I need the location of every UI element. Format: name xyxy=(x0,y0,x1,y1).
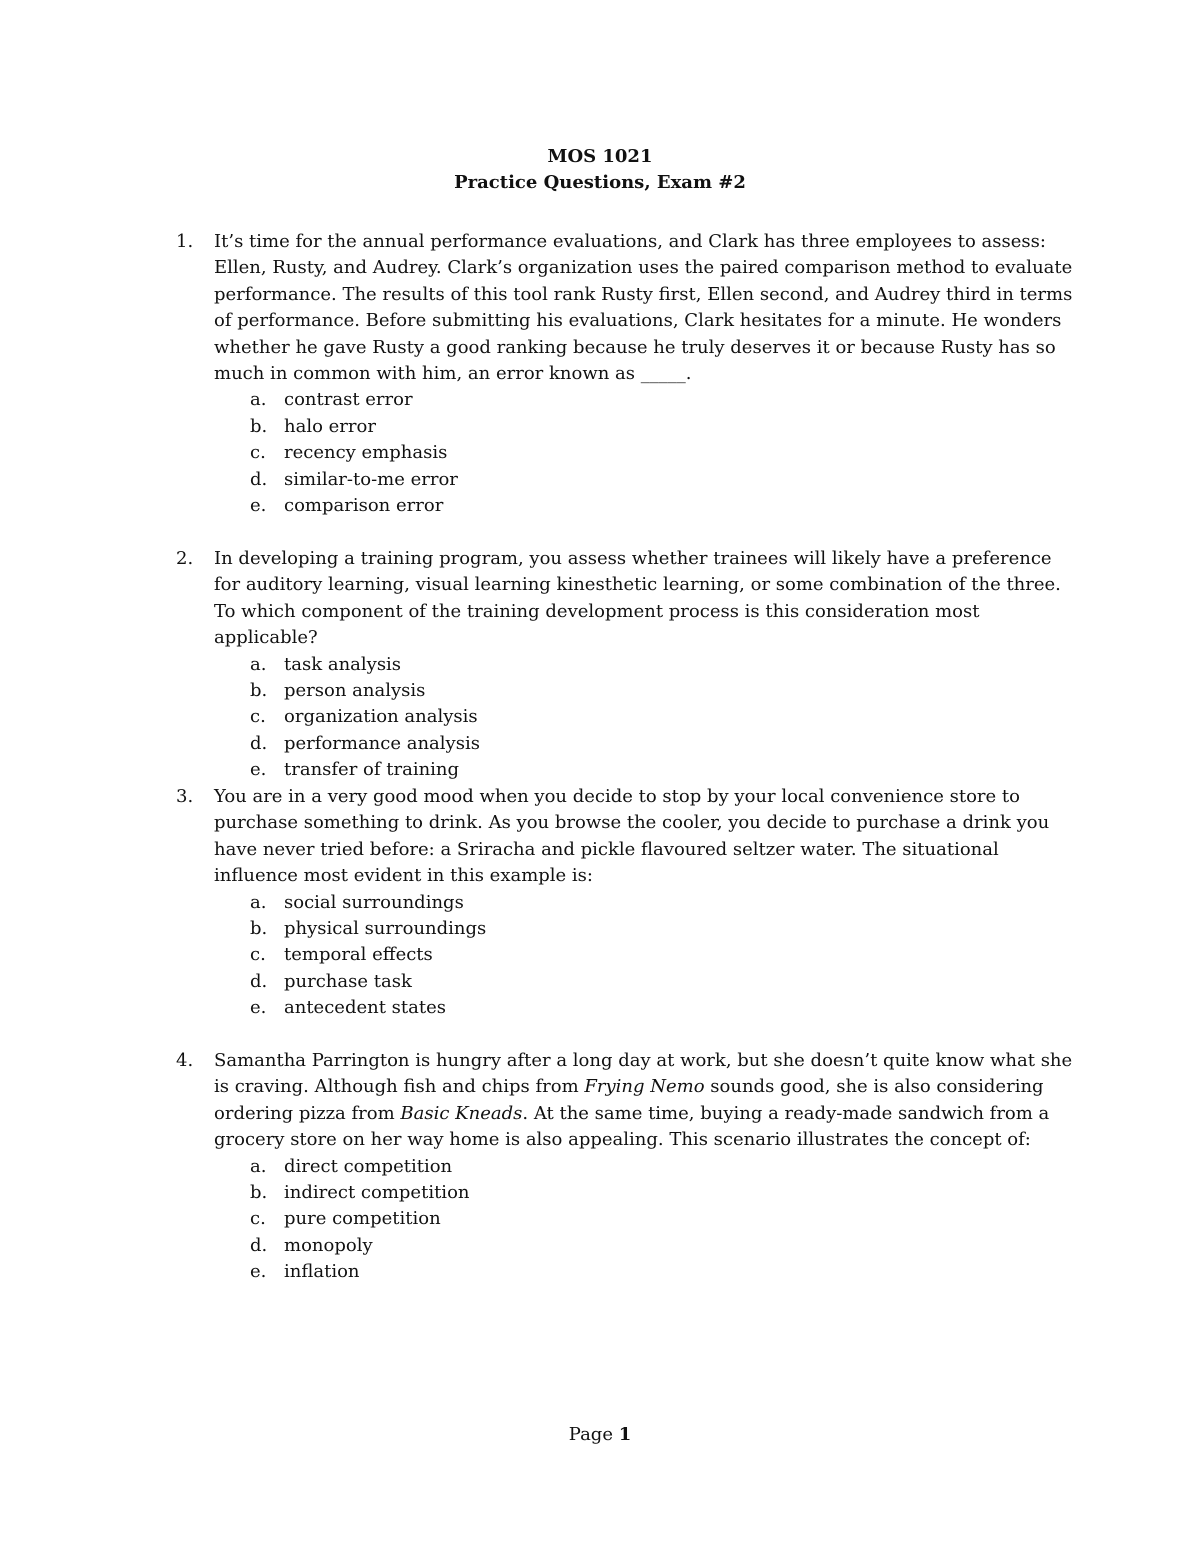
option-letter: d. xyxy=(250,1234,268,1256)
question-text xyxy=(214,229,1076,387)
answer-option xyxy=(176,387,1076,413)
answer-option xyxy=(176,757,1076,783)
option-text: person analysis xyxy=(284,680,426,702)
option-text: antecedent states xyxy=(284,997,446,1019)
answer-options xyxy=(176,890,1076,1022)
document-title: MOS 1021 xyxy=(547,146,653,167)
answer-option xyxy=(176,1206,1076,1232)
question-text-segment: You are in a very good mood when you decide to stop by your local convenience store to purchase something to drink. As you browse the cooler, you decide to purchase a drink you have never tried before: a Sriracha and pickle flavoured seltzer water. The situational influence most evident in this example is: xyxy=(214,786,1050,887)
option-text: recency emphasis xyxy=(284,442,448,464)
option-text: contrast error xyxy=(284,389,413,411)
emphasized-text: Basic Kneads xyxy=(400,1102,523,1124)
emphasized-text: Frying Nemo xyxy=(584,1076,705,1098)
answer-option xyxy=(176,440,1076,466)
option-letter: c. xyxy=(250,1208,266,1230)
option-text: organization analysis xyxy=(284,706,478,728)
question-2 xyxy=(176,546,1076,784)
answer-option xyxy=(176,1233,1076,1259)
answer-option xyxy=(176,652,1076,678)
question-number: 2. xyxy=(176,548,194,569)
question-text xyxy=(214,1048,1076,1154)
page-number: 1 xyxy=(618,1424,632,1445)
question-4 xyxy=(176,1048,1076,1286)
option-text: task analysis xyxy=(284,653,402,675)
option-letter: b. xyxy=(250,1182,268,1204)
answer-option xyxy=(176,731,1076,757)
option-letter: e. xyxy=(250,997,267,1019)
option-letter: e. xyxy=(250,759,267,781)
option-letter: b. xyxy=(250,918,268,940)
answer-option xyxy=(176,916,1076,942)
page-footer xyxy=(0,1424,1200,1445)
option-letter: a. xyxy=(250,653,267,675)
answer-options xyxy=(176,1154,1076,1286)
option-text: pure competition xyxy=(284,1208,441,1230)
option-letter: a. xyxy=(250,1155,267,1177)
question-text xyxy=(214,784,1076,890)
option-text: indirect competition xyxy=(284,1182,470,1204)
question-text-segment: It’s time for the annual performance evaluations, and Clark has three employees to assess: Ellen, Rusty, and Audrey. Clark’s organization uses the paired comparison method to evaluate performance. The results of this tool rank Rusty first, Ellen second, and Audrey third in terms of performance. Before submitting his evaluations, Clark hesitates for a minute. He wonders whether he gave Rusty a good ranking because he truly deserves it or because Rusty has so much in common with him, an error known as _____. xyxy=(214,231,1073,385)
question-number: 3. xyxy=(176,786,194,807)
option-letter: d. xyxy=(250,970,268,992)
answer-option xyxy=(176,1259,1076,1285)
answer-option xyxy=(176,1180,1076,1206)
document-subtitle: Practice Questions, Exam #2 xyxy=(454,172,746,193)
option-letter: d. xyxy=(250,468,268,490)
option-letter: a. xyxy=(250,891,267,913)
option-text: comparison error xyxy=(284,495,444,516)
answer-option xyxy=(176,890,1076,916)
question-text xyxy=(214,546,1076,652)
option-letter: a. xyxy=(250,389,267,411)
option-letter: d. xyxy=(250,732,268,754)
option-letter: c. xyxy=(250,706,266,728)
option-text: purchase task xyxy=(284,970,412,992)
question-text-segment: . At the same time, buying a ready-made sandwich from a grocery store on her way home is also appealing. This scenario illustrates the concept of: xyxy=(214,1102,1050,1151)
question-text-segment: In developing a training program, you assess whether trainees will likely have a preference for auditory learning, visual learning kinesthetic learning, or some combination of the three. To which component of the training development process is this consideration most applicable? xyxy=(214,548,1061,649)
option-letter: e. xyxy=(250,1261,267,1283)
answer-option xyxy=(176,969,1076,995)
question-1 xyxy=(176,229,1076,519)
answer-options xyxy=(176,387,1076,519)
option-text: social surroundings xyxy=(284,891,464,913)
option-text: inflation xyxy=(284,1261,360,1283)
option-text: halo error xyxy=(284,415,376,437)
answer-option xyxy=(176,942,1076,968)
option-letter: c. xyxy=(250,944,266,966)
option-text: similar-to-me error xyxy=(284,468,458,490)
question-number: 4. xyxy=(176,1050,194,1071)
question-number: 1. xyxy=(176,231,194,252)
option-letter: b. xyxy=(250,680,268,702)
answer-option xyxy=(176,414,1076,440)
option-text: temporal effects xyxy=(284,944,433,966)
option-text: physical surroundings xyxy=(284,918,487,940)
question-3 xyxy=(176,784,1076,1022)
answer-options xyxy=(176,652,1076,784)
option-letter: b. xyxy=(250,415,268,437)
page-label: Page xyxy=(568,1424,619,1445)
option-letter: e. xyxy=(250,495,267,516)
question-text-segment: sounds good, she is also considering ordering pizza from xyxy=(214,1076,1044,1124)
option-text: monopoly xyxy=(284,1234,373,1256)
option-text: performance analysis xyxy=(284,732,480,754)
answer-option xyxy=(176,995,1076,1021)
answer-option xyxy=(176,467,1076,493)
answer-option xyxy=(176,678,1076,704)
option-text: direct competition xyxy=(284,1155,453,1177)
option-text: transfer of training xyxy=(284,759,460,781)
answer-option xyxy=(176,704,1076,730)
answer-option xyxy=(176,493,1076,519)
question-text-segment: Samantha Parrington is hungry after a long day at work, but she doesn’t quite know what she is craving. Although fish and chips from xyxy=(214,1050,1073,1098)
option-letter: c. xyxy=(250,442,266,464)
answer-option xyxy=(176,1154,1076,1180)
